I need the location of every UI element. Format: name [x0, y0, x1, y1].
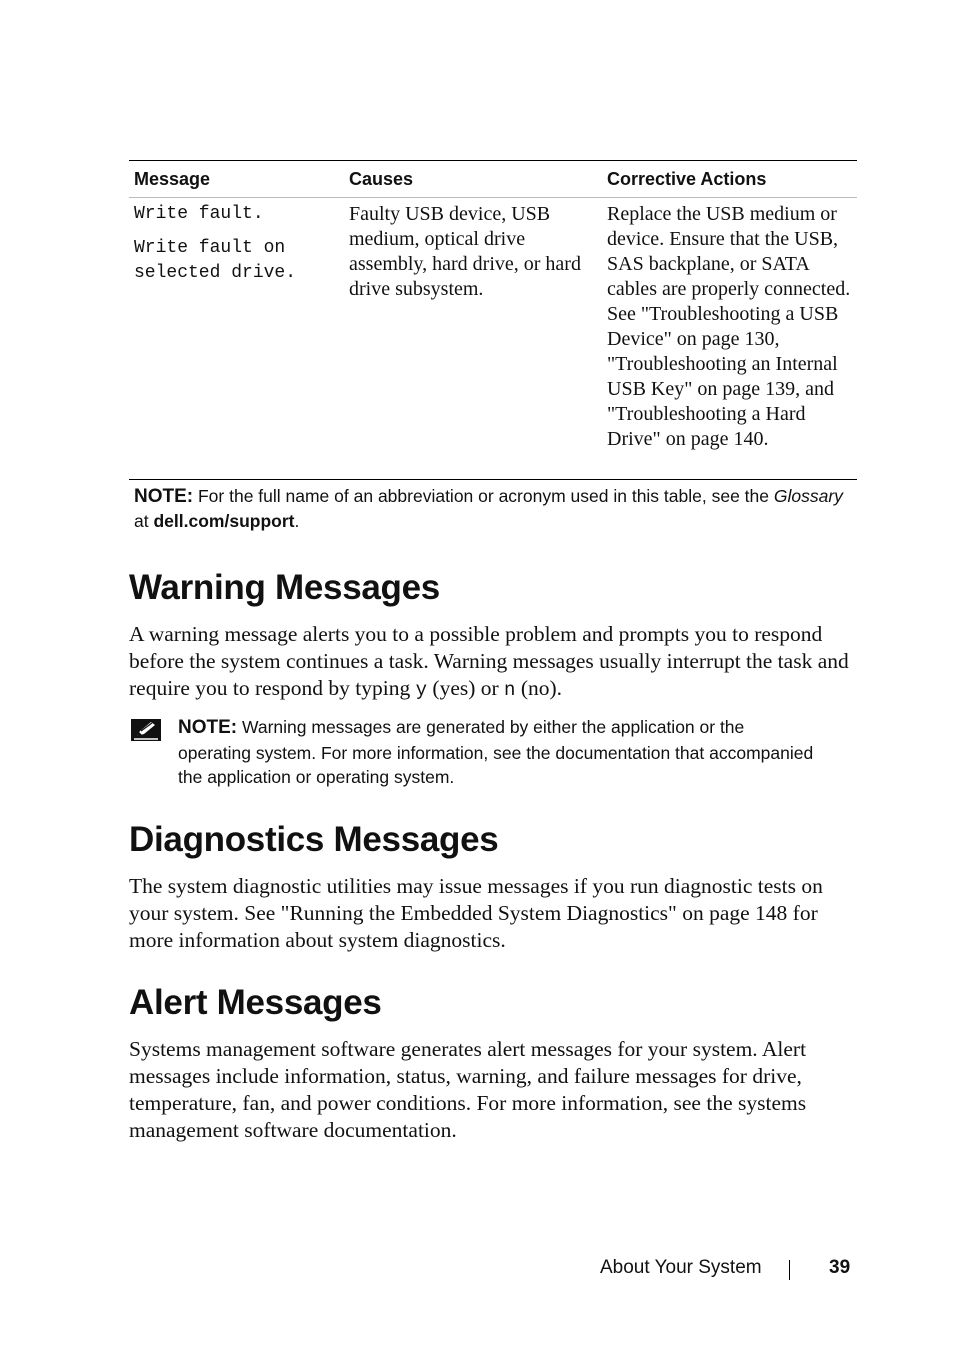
actions-text-1: Replace the USB medium or device. Ensure that the USB, SAS backplane, or SATA cables are properly connected.: [607, 203, 851, 300]
diagnostics-heading: Diagnostics Messages: [129, 820, 499, 859]
table-note-glossary: Glossary: [773, 486, 843, 506]
warning-note-label: NOTE:: [178, 717, 238, 738]
warning-paragraph: [129, 621, 859, 704]
message-write-fault-selected: Write fault on selected drive.: [134, 238, 297, 283]
table-header: [129, 161, 857, 198]
key-no: n: [504, 679, 516, 701]
actions-text-2: See "Troubleshooting a USB Device" on page 130, "Troubleshooting an Internal USB Key" on page 139, and "Troubleshooting a Hard Drive" on page 140.: [607, 303, 839, 450]
header-message: Message: [134, 168, 211, 189]
table-note-text: For the full name of an abbreviation or acronym used in this table, see the: [197, 486, 769, 506]
footer-section: About Your System: [600, 1257, 762, 1278]
table-row: [129, 198, 857, 479]
warning-text: A warning message alerts you to a possible problem and prompts you to respond before the system continues a task. Warning messages usually interrupt the task and require you to respond by typing: [129, 622, 849, 700]
warning-note: [178, 715, 818, 790]
no-text: (no).: [520, 676, 563, 700]
yes-text: (yes) or: [432, 676, 499, 700]
page-number: 39: [829, 1257, 851, 1278]
diagnostics-paragraph: The system diagnostic utilities may issue messages if you run diagnostic tests on your system. See "Running the Embedded System Diagnostics" on page 148 for more information about system diagnostics.: [129, 874, 823, 952]
note-pencil-icon: [131, 719, 161, 741]
table-note-at: at: [134, 511, 149, 531]
alert-paragraph: Systems management software generates alert messages for your system. Alert messages include information, status, warning, and failure messages for drive, temperature, fan, and power conditions. For more information, see the systems management software documentation.: [129, 1037, 807, 1142]
cell-causes: [344, 202, 603, 479]
support-link[interactable]: dell.com/support: [153, 511, 295, 531]
cell-message: [129, 202, 344, 479]
messages-table: [129, 160, 857, 480]
alert-heading: Alert Messages: [129, 983, 382, 1022]
cell-actions: [603, 202, 857, 479]
footer-divider: [789, 1260, 790, 1280]
table-note-end: .: [294, 511, 300, 531]
causes-text: Faulty USB device, USB medium, optical drive assembly, hard drive, or hard drive subsystem.: [349, 203, 581, 300]
warning-heading: Warning Messages: [129, 568, 440, 607]
header-causes: Causes: [349, 168, 414, 189]
warning-note-text: Warning messages are generated by either the application or the operating system. For more information, see the documentation that accompanied the application or operating system.: [178, 717, 814, 787]
table-note: [134, 484, 854, 534]
message-write-fault: Write fault.: [134, 204, 264, 224]
table-note-label: NOTE:: [134, 486, 194, 507]
header-corrective-actions: Corrective Actions: [607, 168, 767, 189]
key-yes: y: [415, 679, 428, 701]
